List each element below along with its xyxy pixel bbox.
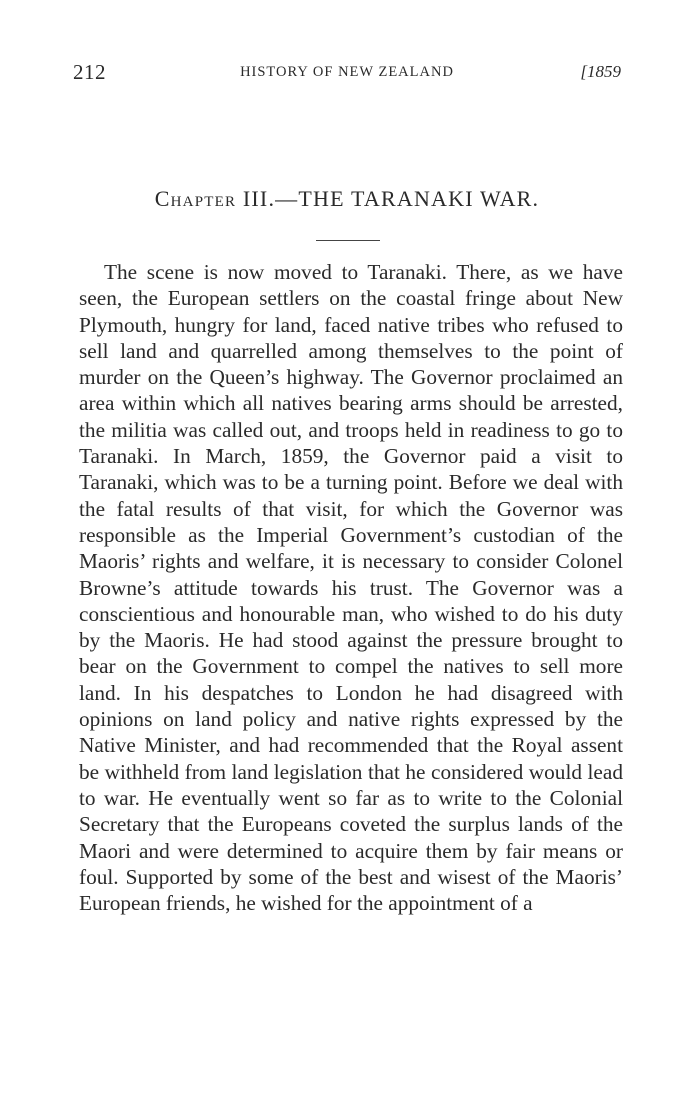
chapter-title: III.—THE TARANAKI WAR. bbox=[242, 186, 540, 211]
page-header bbox=[73, 60, 621, 88]
page-number: 212 bbox=[73, 60, 106, 84]
running-title: HISTORY OF NEW ZEALAND bbox=[240, 64, 454, 80]
year-marker: [1859 bbox=[580, 62, 621, 81]
body-paragraph: The scene is now moved to Taranaki. There, as we have seen, the European settlers on the coastal fringe about New Plymouth, hungry for land, faced native tribes who refused to sell land and quarrelled among themselves to the point of murder on the Queen’s highway. The Governor proclaimed an area within which all natives bearing arms should be arrested, the militia was called out, and troops held in readiness to go to Taranaki. In March, 1859, the Governor paid a visit to Taranaki, which was to be a turning point. Before we deal with the fatal results of that visit, for which the Governor was responsible as the Imperial Government’s custodian of the Maoris’ rights and welfare, it is necessary to consider Colonel Browne’s attitude towards his trust. The Governor was a conscientious and honourable man, who wished to do his duty by the Maoris. He had stood against the pressure brought to bear on the Government to compel the natives to sell more land. In his despatches to London he had disagreed with opinions on land policy and native rights expressed by the Native Minister, and had recommended that the Royal assent be withheld from land legislation that he considered would lead to war. He eventually went so far as to write to the Colonial Secretary that the Europeans coveted the surplus lands of the Maori and were determined to acquire them by fair means or foul. Supported by some of the best and wisest of the Maoris’ European friends, he wished for the appointment of a bbox=[79, 260, 623, 916]
section-rule bbox=[316, 240, 380, 241]
chapter-label: Chapter bbox=[154, 186, 237, 211]
chapter-heading bbox=[73, 186, 621, 212]
